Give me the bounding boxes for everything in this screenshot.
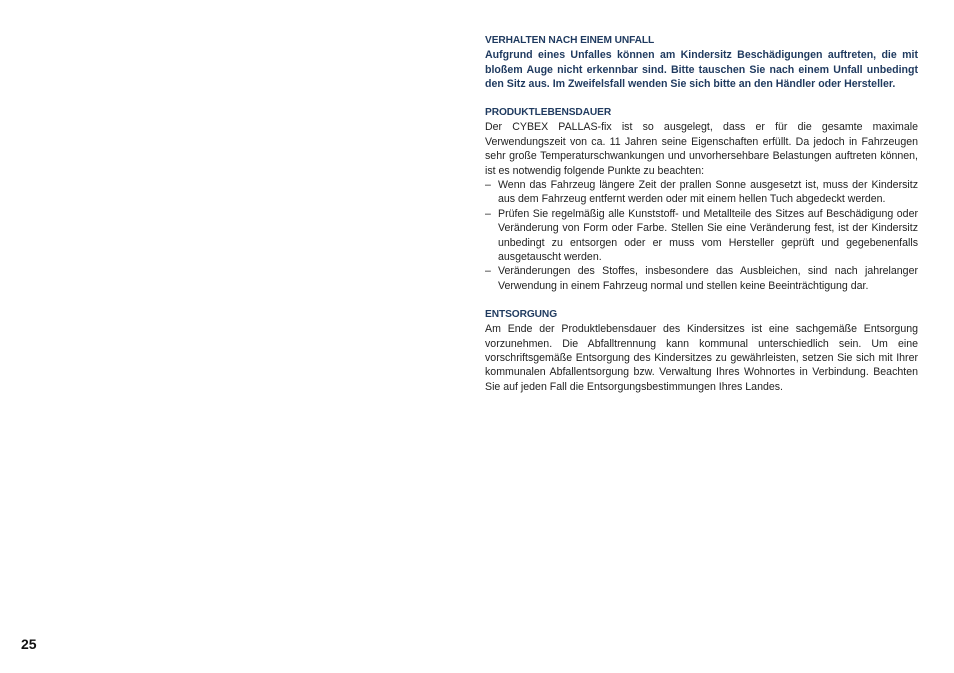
list-item <box>485 264 918 293</box>
bullet-text: Veränderungen des Stoffes, insbesondere das Ausbleichen, sind nach jahrelanger Verwendung in einem Fahrzeug normal und stellen keine Beeinträchtigung dar. <box>498 265 918 292</box>
bullet-dash: – <box>485 265 491 278</box>
text-accident: Aufgrund eines Unfalles können am Kindersitz Beschädigungen auftreten, die mit bloßem Auge nicht erkennbar sind. Bitte tauschen Sie nach einem Unfall unbedingt den Sitz aus. Im Zweifelsfall wenden Sie sich bitte an den Händler oder Hersteller. <box>485 49 918 91</box>
list-item <box>485 207 918 265</box>
list-item <box>485 178 918 207</box>
section-accident <box>485 34 918 92</box>
page-number: 25 <box>21 636 37 652</box>
heading-lifespan: PRODUKTLEBENSDAUER <box>485 107 612 119</box>
text-lifespan: Der CYBEX PALLAS-fix ist so ausgelegt, dass er für die gesamte maximale Verwendungszeit von ca. 11 Jahren seine Eigenschaften erfüllt. Da jedoch in Fahrzeugen sehr große Temperaturschwankungen und unvorhersehbare Belastungen auftreten können, ist es notwendig folgende Punkte zu beachten: <box>485 121 918 177</box>
lifespan-bullet-list <box>485 178 918 293</box>
bullet-dash: – <box>485 207 491 220</box>
heading-disposal: ENTSORGUNG <box>485 308 558 320</box>
text-column <box>485 34 918 409</box>
text-disposal: Am Ende der Produktlebensdauer des Kindersitzes ist eine sachgemäße Entsorgung vorzunehmen. Die Abfalltrennung kann kommunal unterschiedlich sein. Um eine vorschriftsgemäße Entsorgung des Kindersitzes zu gewährleisten, setzen Sie sich mit Ihrer kommunalen Abfallentsorgung bzw. Verwaltung Ihres Wohnortes in Verbindung. Beachten Sie auf jeden Fall die Entsorgungsbestimmungen Ihres Landes. <box>485 323 918 393</box>
bullet-text: Prüfen Sie regelmäßig alle Kunststoff- und Metallteile des Sitzes auf Beschädigung oder Veränderung von Form oder Farbe. Stellen Sie eine Veränderung fest, ist der Kindersitz unbedingt zu entsorgen oder er muss vom Hersteller geprüft und gegebenenfalls ausgetauscht werden. <box>498 207 918 264</box>
heading-accident: VERHALTEN NACH EINEM UNFALL <box>485 35 655 46</box>
bullet-dash: – <box>485 179 491 192</box>
section-lifespan <box>485 106 918 293</box>
bullet-text: Wenn das Fahrzeug längere Zeit der prallen Sonne ausgesetzt ist, muss der Kindersitz aus dem Fahrzeug entfernt werden oder mit einem hellen Tuch abgedeckt werden. <box>498 179 918 206</box>
section-disposal <box>485 308 918 394</box>
